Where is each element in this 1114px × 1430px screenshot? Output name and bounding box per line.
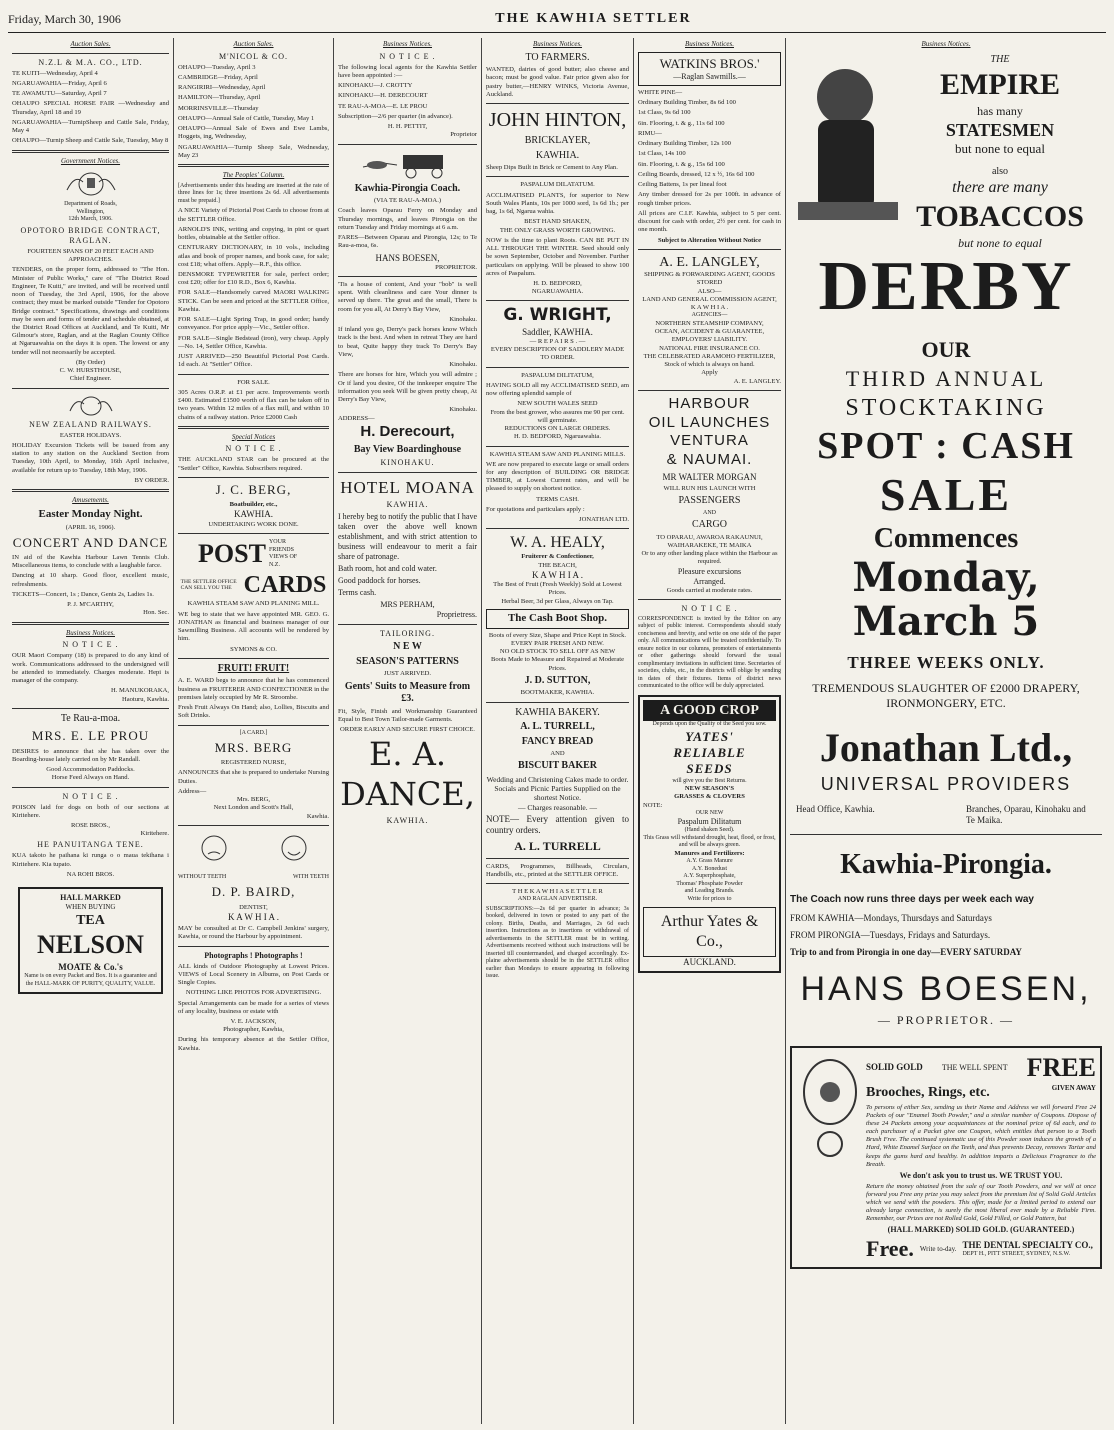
section-header: Government Notices. [60, 156, 121, 165]
column-2: Auction Sales. M'NICOL & CO. OHAUPO—Tuesday, April 3 CAMBRIDGE—Friday, April RANGIRIRI—Wednesday, April HAMILTON—Thursday, April MORRINSVILLE—Thursday OHAUPO—Annual Sale of Cattle, Tuesday, May 1 OHAUPO—Annual Sale of Ewes and Ewe Lambs, Hoggets, ing, Wednesday, NGARUAWAHIA—Turnip Sheep Sale, Wednesday, May 23 The Peoples' Column. [Advertisements under this heading are inserted at the rate of three lines for 1s; three insertions 2s 6d. All advertisements must be prepaid.] A NICE Variety of Pictorial Post Cards to choose from at the SETTLER Office. ARNOLD'S INK, writing and copying, in pint or quart bottles, obtainable at the Settler office. CENTURARY DICTIONARY, in 10 vols., including atlas and book of proper names, and book case, for sale; cost £18; what offers. Apply—R.F., this office. DENSMORE TYPEWRITER for sale, perfect order; cost £20; offer for £10 R.D., Box 6, Kawhia. FOR SALE—Handsomely carved MAORI WALKING STICK. Can be seen and priced at the SETTLER Office, Kawhia. FOR SALE—Light Spring Trap, in good order; handy conveyance. For price apply—Vic., Settler office. FOR SALE—Single Bedstead (iron), very cheap. Apply—No. 14, Settler Office, Kawhia. JUST ARRIVED—250 Beautiful Pictorial Post Cards. 1d each. At "Settler" Office. FOR SALE. 305 Acres O.R.P. at £1 per acre. Improvements worth £400. Estimated £1500 worth of flax can be taken off in two years. Within 12 miles of a flax mill, and within 10 chains of a railway station. Price £2000 Cash Special Notices N O T I C E . THE AUCKLAND STAR can be procured at the "Settler" Office, Kawhia. Subscribers required. J. C. BERG, Boatbuilder, etc., KAWHIA. UNDERTAKING WORK DONE. POST YOUR FRIENDS VIEWS OF N.Z. THE SETTLER OFFICE CAN SELL YOU THE CARDS KAWHIA STEAM SAW AND PLANING MILL. WE beg to state that we have appointed MR. GEO. G. JONATHAN as financial and business manager of our Sawmilling Business. All accounts will be rendered by him. SYMONS & CO. FRUIT! FRUIT! A. E. WARD begs to announce that he has commenced business as FRUITERER AND CONFECTIONER in the premises lately occupied by Mr R. Stroombe. Fresh Fruit Always On Hand; also, Lollies, Biscuits and Soft Drinks. [A CARD.] MRS. BERG REGISTERED NURSE, ANNOUNCES that she is prepared to undertake Nursing Duties. Address— Mrs. BERG, Next London and Scott's Hall, Kawhia. WITHOUT TEETH WITH TEETH D. P. BAIRD, DENTIST, K A W H I A . MAY be consulted at Dr C. Campbell Jenkins' surgery, Kawhia, or round the Harbour by appointment. Photographs ! Photographs ! ALL kinds of Outdoor Photography at Lowest Prices. VIEWS of Local Scenery in Albums, on Post Cards or Single Copies. NOTHING LIKE PHOTOS FOR ADVERTISING. Special Arrangements can be made for a series of views of any locality, business or estate with V. E. JACKSON, Photographer, Kawhia, During his temporary absence at the Settler Office, Kawhia. [174, 38, 334, 1424]
postcard-ad: POST YOUR FRIENDS VIEWS OF N.Z. [198, 538, 298, 568]
masthead [8, 6, 1106, 33]
watkins-ad: WATKINS BROS.' —Raglan Sawmills.— [638, 52, 781, 86]
columns [8, 38, 1106, 1424]
crest-icon [12, 168, 169, 198]
column-3: Business Notices. N O T I C E . The following local agents for the Kawhia Settler have been appointed :— KINOHAKU—J. CROTTY KINOHAKU—H. DERECOURT TE RAU-A-MOA—E. LE PROU Subscription—2/6 per quarter (in advance). H. H. PETTIT, Proprietor Kawhia-Pirongia Coach. (VIA TE RAU-A-MOA.) Coach leaves Oparau Ferry on Monday and Thursday mornings, and leaves Pirongia on the return Tuesday and Friday mornings at 6 a.m. FARES—Between Oparau and Pirongia, 12s; to Te Rau-a-moa, 6s. HANS BOESEN, PROPRIETOR. 'Tis a house of content, And your "bob" is well spent. With cleanliness and care Your dinner is served up there. The great and the small, There is room for you all, At Derry's Bay View, Kinohaku. If inland you go, Derry's pack horses know Which track is the best. And when in retreat They are hard to beat, Quite happy they track To Derry's Bay View, Kinohaku. There are horses for hire, Which you will admire ; Or if land you desire, Of the innkeeper enquire The information you seek Will be given pretty cheap, At Derry's Bay View, Kinohaku. ADDRESS— H. Derecourt, Bay View Boardinghouse KINOHAKU. HOTEL MOANA KAWHIA. I hereby beg to notify the public that I have taken over the above well known establishment, and with strict attention to business will endeavour to merit a fair share of patronage. Bath room, hot and cold water. Good paddock for horses. Terms cash. MRS PERHAM, Proprietress. TAILORING. N E W SEASON'S PATTERNS JUST ARRIVED. Gents' Suits to Measure from £3. Fit, Style, Finish and Workmanship Guaranteed Equal to Best Town Tailor-made Garments. ORDER EARLY AND SECURE FIRST CHOICE. E. A. DANCE, KAWHIA. [334, 38, 482, 1424]
yates-seeds-ad: A GOOD CROP Depends upon the Quality of the Seed you sow. YATES' RELIABLE SEEDS will give you the Best Returns. NEW SEASON'S GRASSES & CLOVERS NOTE: OUR NEW Paspalum Dilitatum (Hand shaken Seed). This Grass will withstand drought, heat, flood, or frost, and will be always green. Manures and Fertilizers: A.Y. Grass Manure A.Y. Bonedust A.Y. Superphosphate, Thomas' Phosphate Powder and Leading Brands. Write for prices to Arthur Yates & Co., AUCKLAND. [638, 695, 781, 973]
section-header: Auction Sales. [70, 40, 111, 48]
tea-advertisement: HALL MARKED WHEN BUYING TEA NELSON MOATE & Co.'s Name is on every Packet and Box. It is a guarantee and the HALL-MARK OF PURITY, QUALITY, VALUE. [18, 887, 163, 994]
column-4: Business Notices. TO FARMERS. WANTED, dairies of good butter; also cheese and bacon; must be good value. Fair price given also for pastry butter,—HENRY WINKS, Victoria Avenue, Auckland. JOHN HINTON, BRICKLAYER, KAWHIA. Sheep Dips Built in Brick or Cement to Any Plan. PASPALUM DILATATUM. ACCLIMATISED PLANTS, for superior to New South Wales Plants, 10s per 1000 sord, 1s 6d 1b.; per bag, 1s 6d, Ngarua wahia. BEST HAND SHAKEN, THE ONLY GRASS WORTH GROWING. NOW is the time to plant Roots. CAN BE PUT IN ALL THROUGH THE WINTER. Seed should only be sown September, October and November. Further particulars on applying. Will be pleased to show 100 acres of Paspalum. H. D. BEDFORD, NGARUAWAHIA. G. WRIGHT, Saddler, KAWHIA. — R E P A I R S . — EVERY DESCRIPTION OF SADDLERY MADE TO ORDER. PASPALUM DILITATUM, HAVING SOLD all my ACCLIMATISED SEED, am now offering splendid sample of NEW SOUTH WALES SEED From the best grower, who assures me 90 per cent. will germinate. REDUCTIONS ON LARGE ORDERS. H. D. BEDFORD, Ngaruawahia. KAWHIA STEAM SAW AND PLANING MILLS. WE are now prepared to execute large or small orders for any description of BUILDING OR BRIDGE TIMBER, at Lowest Current rates, and will be pleased to supply on shortest notice. TERMS CASH. For quotations and particulars apply : JONATHAN LTD. W. A. HEALY, Fruiterer & Confectioner, THE BEACH, K A W H I A . The Best of Fruit (Fresh Weekly) Sold at Lowest Prices. Herbal Beer, 3d per Glass, Always on Tap. The Cash Boot Shop. Boots of every Size, Shape and Price Kept in Stock. EVERY PAIR FRESH AND NEW. NO OLD STOCK TO SELL OFF AS NEW Boots Made to Measure and Repaired at Moderate Prices. J. D. SUTTON, BOOTMAKER, KAWHIA. KAWHIA BAKERY. A. L. TURRELL, FANCY BREAD AND BISCUIT BAKER Wedding and Christening Cakes made to order. Socials and Picnic Parties Supplied on the shortest Notice. — Charges reasonable. — NOTE— Every attention given to country orders. A. L. TURRELL CARDS, Programmes, Billheads, Circulars, Handbills, etc., printed at the SETTLER OFFICE. T H E K A W H I A S E T T L E R AND RAGLAN ADVERTISER. SUBSCRIPTIONS:—2s 6d per quarter in advance; 3s booked, delivered in town or posted to any part of the colony. Births, Deaths, and Marriages, 2s 6d each insertion. Instructions as to insertions or withdrawal of advertisements in the SETTLER must be in writing. Advertisements received without such instructions will be inserted till countermanded, and charged accordingly. Ex-plaine advertisements should be in the SETTLER office earlier than Mondays to ensure appearing in following issue. [482, 38, 634, 1424]
railway-crest-icon [12, 393, 169, 417]
dentist-illustration [178, 830, 329, 870]
column-6: Business Notices. THE EMPIRE has many STATESMEN but none to equal also there are many TOBACCOS but none to equal DERBY OUR THIRD ANNUAL STOCKTAKING SPOT : CASH SALE Commences Monday, March 5 THREE WEEKS ONLY. TREMENDOUS SLAUGHTER OF £2000 DRAPERY, IRONMONGERY, ETC. Jonathan Ltd., UNIVERSAL PROVIDERS Head Office, Kawhia. Branches, Oparau, Kinohaku and Te Maika. Kawhia-Pirongia. The Coach now runs three days per week each way FROM KAWHIA—Mondays, Thursdays and Saturdays FROM PIRONGIA—Tuesdays, Fridays and Saturdays. Trip to and from Pirongia in one day—EVERY SATURDAY HANS BOESEN, — PROPRIETOR. — SOLID GOLD THE WELL SPENT FREE Brooches, Rings, etc. GIVEN AWAY To persons of either Sex, sending us their Name and Address we will forward Free 24 Packets of our "Enamel Tooth Powder," and a similar number of Coupons. Dispose of these 24 Packets among your acquaintances at the nominal price of 6d each, and to each purchaser of a Packet give one Coupon, which entitles that person to a Tooth Brush Free. The continued systematic use of this Powder soon induces the growth of a Hard, White Enamel Surface on the Teeth, and thus prevents Decay, removes Tartar and keeps the gums hard and healthy. In addition imparts a Delicious Fragrance to the Breath. We don't ask you to trust us. WE TRUST YOU. Return the money obtained from the sale of our Tooth Powders, and we will at once forward you Free any prize you may select from the premium list of Solid Gold Articles which we send with the powders. This offer, made for a limited period to extend our already large connection, is surely the most liberal ever made by a Reliable Firm. Remember, our Prizes are not Rolled Gold, Gold Filled, or Gold Pattern, but (HALL MARKED) SOLID GOLD. (GUARANTEED.) Free. Write to-day. THE DENTAL SPECIALTY CO., DEPT H., PITT STREET, SYDNEY, N.S.W. [786, 38, 1106, 1424]
brooch-icon [796, 1052, 864, 1162]
issue-date: Friday, March 30, 1906 [8, 11, 121, 26]
dental-free-offer-ad: SOLID GOLD THE WELL SPENT FREE Brooches, Rings, etc. GIVEN AWAY To persons of either Sex, sending us their Name and Address we will forward Free 24 Packets of our "Enamel Tooth Powder," and a similar number of Coupons. Dispose of these 24 Packets among your acquaintances at the nominal price of 6d each, and to each purchaser of a Packet give one Coupon, which entitles that person to a Tooth Brush Free. The continued systematic use of this Powder soon induces the growth of a Hard, White Enamel Surface on the Teeth, and thus prevents Decay, removes Tartar and keeps the gums hard and healthy. In addition imparts a Delicious Fragrance to the Breath. We don't ask you to trust us. WE TRUST YOU. Return the money obtained from the sale of our Tooth Powders, and we will at once forward you Free any prize you may select from the premium list of Solid Gold Articles which we send with the powders. This offer, made for a limited period to extend our already large connection, is surely the most liberal ever made by a Reliable Firm. Remember, our Prizes are not Rolled Gold, Gold Filled, or Gold Pattern, but (HALL MARKED) SOLID GOLD. (GUARANTEED.) Free. Write to-day. THE DENTAL SPECIALTY CO., DEPT H., PITT STREET, SYDNEY, N.S.W. [790, 1046, 1102, 1269]
column-1: Auction Sales. N.Z.L & M.A. CO., LTD. TE KUITI—Wednesday, April 4 NGARUAWAHIA—Friday, April 6 TE AWAMUTU—Saturday, April 7 OHAUPO SPECIAL HORSE FAIR —Wednesday and Thursday, April 18 and 19 NGARUAWAHIA—TurnipSheep and Cattle Sale, Friday, May 4 OHAUPO—Turnip Sheep and Cattle Sale, Tuesday, May 8 Government Notices. Department of Roads, Wellington, 12th March, 1906. OPOTORO BRIDGE CONTRACT, RAGLAN. FOURTEEN SPANS OF 20 FEET EACH AND APPROACHES. TENDERS, on the proper form, addressed to "The Hon. Minister of Public Works," care of "The District Road Engineer, Te Kuiti," are invited, and will be received until noon of Tuesday, the 3rd April, 1906, for the above contract; they must be marked outside "Tender for Opotoro Bridge contract." Specifications, drawings and conditions may be seen and forms of tender and schedule obtained, at the District Road Offices at Auckland, and Te Kuiti, Mr Gilmour's store, Raglan, and at the Raglan County Office at Ngaruawahia on the days it is open. The lowest or any tender will not necessarily be accepted. (By Order) C. W. HURSTHOUSE, Chief Engineer. NEW ZEALAND RAILWAYS. EASTER HOLIDAYS. HOLIDAY Excursion Tickets will be issued from any station to any station on the Auckland Section from Tuesday, 10th April, to Monday, 16th April inclusive, available for return up to Tuesday, 18th May, 1906. BY ORDER. Amusements. Easter Monday Night. (APRIL 16, 1906). CONCERT AND DANCE IN aid of the Kawhia Harbour Lawn Tennis Club. Miscellaneous items, to conclude with a laughable farce. Dancing at 10 sharp. Good floor, excellent music, refreshments. TICKETS—Concert, 1s ; Dance, Gents 2s, Ladies 1s. P. J. M'CARTHY, Hon. Sec. Business Notices. N O T I C E . OUR Maori Company (18) is prepared to do any kind of work. Communications addressed to the undersigned will be attended to immediately. Charges moderate. Hepi is manager of the company. H. MANUKORAKA, Haoturu, Kawhia. Te Rau-a-moa. MRS. E. LE PROU DESIRES to announce that she has taken over the Boarding-house lately carried on by Mr Randall. Good Accommodation Paddocks. Horse Feed Always on Hand. N O T I C E . POISON laid for dogs on both of our sections at Kiritehere. ROSE BROS., Kiritehere. HE PANUITANGA TENE. KUA takoto he paihana ki runga o o maua tekihana i Kiritehere. Kia tupato. NA ROHI BROS. HALL MARKED WHEN BUYING TEA NELSON MOATE & Co.'s Name is on every Packet and Box. It is a guarantee and the HALL-MARK OF PURITY, QUALITY, VALUE. [8, 38, 174, 1424]
coach-illustration [338, 149, 477, 179]
auction-list: TE KUITI—Wednesday, April 4 NGARUAWAHIA—Friday, April 6 TE AWAMUTU—Saturday, April 7 OHAUPO SPECIAL HORSE FAIR —Wednesday and Thursday, April 18 and 19 NGARUAWAHIA—TurnipSheep and Cattle Sale, Friday, May 4 OHAUPO—Turnip Sheep and Cattle Sale, Tuesday, May 8 [12, 69, 169, 145]
ad-heading: N.Z.L & M.A. CO., LTD. [38, 57, 143, 67]
column-5: Business Notices. WATKINS BROS.' —Raglan Sawmills.— WHITE PINE— Ordinary Building Timber, 8s 6d 100 1st Class, 9s 6d 100 6in. Flooring, t. & g., 11s 6d 100 RIMU— Ordinary Building Timber, 12s 100 1st Class, 14s 100 6in. Flooring, t. & g., 15s 6d 100 Ceiling Boards, dressed, 12 x ½, 16s 6d 100 Ceiling Battens, 1s per lineal foot Any timber dressed for 2s per 100ft. in advance of rough timber prices. All prices are C.I.F. Kawhia, subject to 5 per cent. discount for cash with order, 2½ per cent. for cash in one month. Subject to Alteration Without Notice A. E. LANGLEY, SHIPPING & FORWARDING AGENT, GOODS STORED ALSO— LAND AND GENERAL COMMISSION AGENT, K A W H I A . AGENCIES— NORTHERN STEAMSHIP COMPANY, OCEAN, ACCIDENT & GUARANTEE, EMPLOYERS' LIABILITY. NATIONAL FIRE INSURANCE CO. THE CELEBRATED ARAMOHO FERTILIZER, Stock of which is always on hand. Apply A. E. LANGLEY. HARBOUR OIL LAUNCHES VENTURA & NAUMAI. MR WALTER MORGAN WILL RUN HIS LAUNCH WITH PASSENGERS AND CARGO TO OPARAU, AWAROA RAKAUNUI, WAIHARAKEKE, TE MAIKA Or to any other landing place within the Harbour as required. Pleasure excursions Arranged. Goods carried at moderate rates. N O T I C E . CORRESPONDENCE is invited by the Editor on any subject of public interest. Correspondents should study conciseness and brevity, and write on one side of the paper only. All communications will be treated confidentially. To ensure notice in our columns, promoters of entertainments or other gatherings should forward the usual complimentary invitations in sufficient time. Secretaries of societies, clubs, etc., in the districts will oblige by sending in dates of their fixtures. Items of district news communicated to the office will be duly appreciated. A GOOD CROP Depends upon the Quality of the Seed you sow. YATES' RELIABLE SEEDS will give you the Best Returns. NEW SEASON'S GRASSES & CLOVERS NOTE: OUR NEW Paspalum Dilitatum (Hand shaken Seed). This Grass will withstand drought, heat, flood, or frost, and will be always green. Manures and Fertilizers: A.Y. Grass Manure A.Y. Bonedust A.Y. Superphosphate, Thomas' Phosphate Powder and Leading Brands. Write for prices to Arthur Yates & Co., AUCKLAND. [634, 38, 786, 1424]
derby-tobacco-ad: THE EMPIRE has many STATESMEN but none to equal also there are many TOBACCOS but none to equal DERBY [790, 52, 1102, 322]
newspaper-title: THE KAWHIA SETTLER [495, 11, 692, 26]
